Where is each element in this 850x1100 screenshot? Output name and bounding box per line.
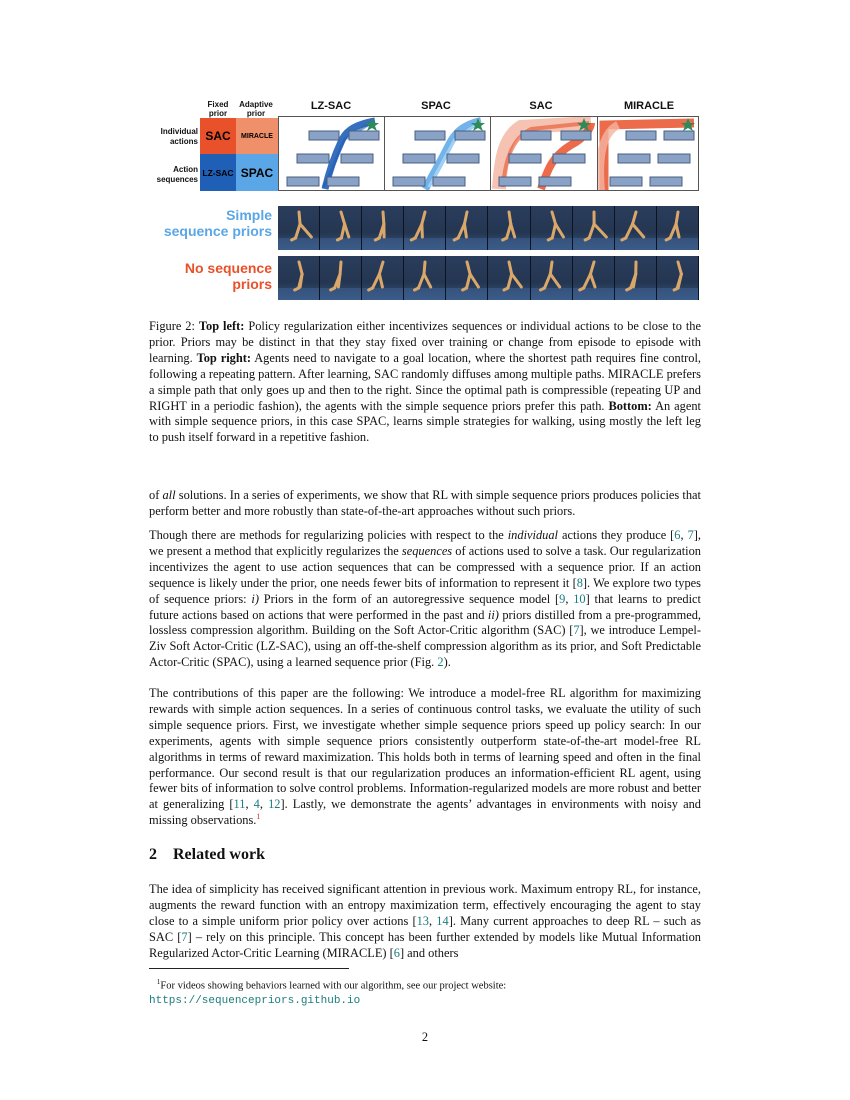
walker-frame	[404, 256, 446, 300]
simple-sequence-priors-label: Simple sequence priors	[163, 207, 272, 239]
citation-link[interactable]: 7	[573, 623, 580, 638]
figure-ref-link[interactable]: 2	[437, 655, 444, 670]
page-number: 2	[421, 1030, 429, 1044]
citation-link[interactable]: 7	[687, 528, 694, 542]
maze-spac	[384, 116, 500, 191]
walker-frame	[278, 256, 320, 300]
citation-link[interactable]: 9	[559, 591, 566, 606]
walker-frame	[657, 206, 699, 250]
footnote-divider	[149, 968, 349, 969]
figure-caption: Figure 2: Top left: Policy regularization either incentivizes sequences or individual actions to be close to the prior. Priors may be distinct in that they stay fixed over training or change from episode to episode with learning. Top right: Agents need to navigate to a goal location, where the shortest path requires fine control, following a repeating pattern. After learning, SAC randomly diffuses among multiple paths. MIRACLE prefers a simple path that only goes up and then to the right. Since the optimal path is compressible (repeating UP and RIGHT in a periodic fashion), the agents with the simple sequence priors prefer this path. Bottom: An agent with simple sequence priors, in this case SPAC, learns simple strategies for walking, using mostly the left leg to push itself forward in a repetitive fashion.	[149, 319, 702, 445]
walker-frame	[573, 256, 615, 300]
walker-strip-simple	[278, 206, 699, 250]
walker-frame	[531, 206, 573, 250]
project-website-link[interactable]: https://sequencepriors.github.io	[149, 994, 361, 1007]
maze-sac	[490, 116, 606, 191]
section-heading: 2 Related work	[149, 846, 265, 863]
citation-link[interactable]: 10	[573, 591, 586, 606]
citation-link[interactable]: 4	[253, 797, 260, 812]
walker-frame	[573, 206, 615, 250]
maze-title-lzsac: LZ-SAC	[310, 100, 352, 112]
paragraph-contributions: The contributions of this paper are the following: We introduce a model-free RL algorithm for maximizing rewards with simple action sequences. In a series of continuous control tasks, we evaluate the utility of such simple sequence priors. First, we investigate whether simple sequence priors speed up policy search: In our experiments, agents with simple sequence priors consistently outperform state-of-the-art model-free RL algorithms in terms of reward maximization. This holds both in terms of learning speed and often in the final performance. Our second result is that our regularization produces an information-efficient RL agent, using fewer bits of information to solve control problems. Information-regularized models are more robust and better at generalizing [11, 4, 12]. Lastly, we demonstrate the agents’ advantages in environments with noisy and missing observations.$^1$	[149, 686, 701, 828]
paragraph-related-work: The idea of simplicity has received significant attention in previous work. Maximum entropy RL, for instance, augments the reward function with an entropy maximization term, effectively encouraging the agent to stay close to a simple uniform prior policy over actions [13, 14]. Many current approaches to deep RL – such as SAC [7] – rely on this principle. This concept has been further extended by models like Mutual Information Regularized Actor-Critic Learning (MIRACLE) [6] and others	[149, 882, 702, 960]
citation-link[interactable]: 6	[393, 945, 400, 960]
footnote-marker[interactable]: 1	[256, 812, 261, 822]
citation-link[interactable]: 6	[674, 528, 681, 542]
grid-row-individual-label: Individual actions	[160, 127, 198, 146]
citation-link[interactable]: 7	[181, 929, 188, 944]
grid-cell-miracle: MIRACLE	[236, 118, 278, 154]
grid-cell-spac: SPAC	[236, 154, 278, 191]
walker-frame	[446, 206, 488, 250]
citation-link[interactable]: 12	[268, 797, 281, 812]
paragraph-intro-end: of all solutions. In a series of experiments, we show that RL with simple sequence priors produces policies that perform better and more robustly than state-of-the-art approaches without such priors.	[149, 488, 701, 518]
no-sequence-priors-label: No sequence priors	[184, 260, 272, 292]
citation-link[interactable]: 14	[436, 913, 449, 928]
citation-link[interactable]: 11	[233, 797, 246, 812]
maze-title-sac: SAC	[529, 100, 553, 112]
walker-frame	[404, 206, 446, 250]
grid-col-fixed-label: Fixed prior	[207, 100, 229, 118]
walker-frame	[320, 256, 362, 300]
walker-frame	[531, 256, 573, 300]
walker-frame	[615, 206, 657, 250]
walker-frame	[657, 256, 699, 300]
walker-frame	[320, 206, 362, 250]
maze-title-spac: SPAC	[421, 100, 451, 112]
grid-cell-lzsac: LZ-SAC	[200, 154, 236, 191]
paragraph-methods: Though there are methods for regularizing policies with respect to the individual actions they produce [6, 7], we present a method that explicitly regularizes the sequences of actions used to solve a task. Our regularization incentivizes the agent to use action sequences that can be compressed with a sequence prior. If an action sequence is likely under the prior, one needs fewer bits of information to represent it [8]. We explore two types of sequence priors: i) Priors in the form of an autoregressive sequence model [9, 10] that learns to predict future actions based on actions that were performed in the past and ii) priors distilled from a pre-programmed, lossless compression algorithm. Building on the Soft Actor-Critic algorithm (SAC) [7], we introduce Lempel-Ziv Soft Actor-Critic (LZ-SAC), using an off-the-shelf compression algorithm as its prior, and Soft Predictable Actor-Critic (SPAC), using a learned sequence prior (Fig. 2).	[149, 528, 701, 670]
walker-strip-none	[278, 256, 699, 300]
footnote: $^1$For videos showing behaviors learned with our algorithm, see our project website: https://sequencepriors.github.io	[149, 978, 507, 1007]
grid-col-adaptive-label: Adaptive prior	[239, 100, 273, 118]
maze-lzsac	[278, 116, 394, 191]
walker-frame	[362, 206, 404, 250]
citation-link[interactable]: 13	[416, 913, 429, 928]
maze-title-miracle: MIRACLE	[623, 100, 675, 112]
walker-frame	[446, 256, 488, 300]
walker-frame	[362, 256, 404, 300]
citation-link[interactable]: 8	[576, 575, 583, 590]
grid-cell-sac: SAC	[200, 118, 236, 154]
walker-frame	[615, 256, 657, 300]
walker-frame	[488, 256, 530, 300]
grid-row-sequences-label: Action sequences	[156, 165, 198, 184]
maze-miracle	[597, 116, 699, 191]
walker-frame	[488, 206, 530, 250]
walker-frame	[278, 206, 320, 250]
